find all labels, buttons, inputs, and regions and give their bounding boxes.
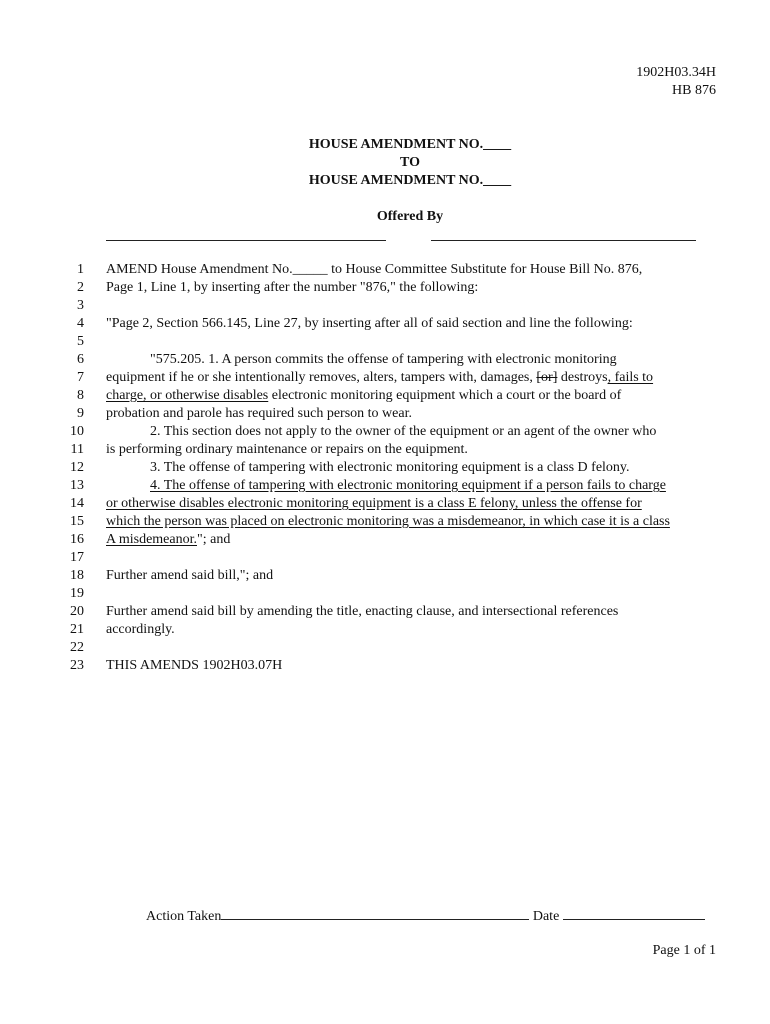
amendment-title-target: HOUSE AMENDMENT NO.____ — [308, 173, 512, 188]
body-line: Page 1, Line 1, by inserting after the number "876," the following: — [106, 280, 479, 295]
inserted-text: , fails to — [607, 370, 654, 385]
document-number: 1902H03.34H — [636, 65, 716, 80]
inserted-text: which the person was placed on electronic monitoring was a misdemeanor, in which case it is a class — [106, 514, 670, 529]
subsection-line: 3. The offense of tampering with electronic monitoring equipment is a class D felony. — [150, 460, 630, 475]
body-line: Further amend said bill,"; and — [106, 568, 274, 583]
amends-reference-line: THIS AMENDS 1902H03.07H — [106, 658, 283, 673]
existing-text: "; and — [197, 532, 231, 547]
page-number: Page 1 of 1 — [652, 943, 716, 958]
action-taken-line — [221, 906, 529, 920]
body-line: AMEND House Amendment No._____ to House Committee Substitute for House Bill No. 876, — [106, 262, 643, 277]
body-line: is performing ordinary maintenance or repairs on the equipment. — [106, 442, 468, 457]
inserted-text: 4. The offense of tampering with electronic monitoring equipment if a person fails to charge — [150, 478, 666, 493]
line-number: 1 — [77, 262, 84, 277]
body-line: accordingly. — [106, 622, 175, 637]
line-number: 14 — [70, 496, 84, 511]
offered-by-label: Offered By — [376, 209, 444, 224]
body-line: "Page 2, Section 566.145, Line 27, by inserting after all of said section and line the following: — [106, 316, 633, 331]
sponsor-district-line — [431, 240, 696, 241]
line-number: 19 — [70, 586, 84, 601]
body-line: Further amend said bill by amending the title, enacting clause, and intersectional references — [106, 604, 619, 619]
subsection-line: 2. This section does not apply to the owner of the equipment or an agent of the owner who — [150, 424, 657, 439]
line-number: 8 — [77, 388, 84, 403]
line-number: 15 — [70, 514, 84, 529]
line-number: 22 — [70, 640, 84, 655]
body-line — [106, 369, 718, 387]
line-number: 11 — [70, 442, 84, 457]
inserted-text: charge, or otherwise disables — [106, 388, 269, 403]
amendment-title-to: TO — [400, 155, 420, 170]
line-number: 5 — [77, 334, 84, 349]
line-number: 3 — [77, 298, 84, 313]
line-number: 20 — [70, 604, 84, 619]
existing-text: electronic monitoring equipment which a court or the board of — [268, 388, 622, 403]
amendment-title: HOUSE AMENDMENT NO.____ — [308, 137, 512, 152]
sponsor-signature-line — [106, 240, 386, 241]
inserted-text: A misdemeanor. — [106, 532, 197, 547]
action-taken-label: Action Taken — [146, 909, 222, 924]
line-number: 7 — [77, 370, 84, 385]
line-number: 10 — [70, 424, 84, 439]
line-number: 13 — [70, 478, 84, 493]
existing-text: equipment if he or she intentionally removes, alters, tampers with, damages, — [106, 370, 537, 385]
body-line — [106, 531, 718, 549]
section-heading-line: "575.205. 1. A person commits the offense of tampering with electronic monitoring — [150, 352, 617, 367]
inserted-text: or otherwise disables electronic monitoring equipment is a class E felony, unless the offense for — [106, 496, 642, 511]
date-label: Date — [529, 909, 563, 924]
line-number: 23 — [70, 658, 84, 673]
line-number: 12 — [70, 460, 84, 475]
inserted-body-line — [106, 495, 718, 513]
line-number: 18 — [70, 568, 84, 583]
line-number: 2 — [77, 280, 84, 295]
inserted-subsection-line — [150, 477, 718, 495]
inserted-body-line — [106, 513, 718, 531]
date-line — [563, 906, 705, 920]
body-line: probation and parole has required such person to wear. — [106, 406, 412, 421]
line-number: 17 — [70, 550, 84, 565]
line-number: 21 — [70, 622, 84, 637]
line-number: 6 — [77, 352, 84, 367]
existing-text: destroys — [557, 370, 608, 385]
line-number: 16 — [70, 532, 84, 547]
bill-number: HB 876 — [672, 83, 716, 98]
line-number: 4 — [77, 316, 84, 331]
body-line — [106, 387, 718, 405]
action-taken-row — [146, 906, 718, 926]
line-number: 9 — [77, 406, 84, 421]
deleted-text: [or] — [536, 370, 558, 385]
